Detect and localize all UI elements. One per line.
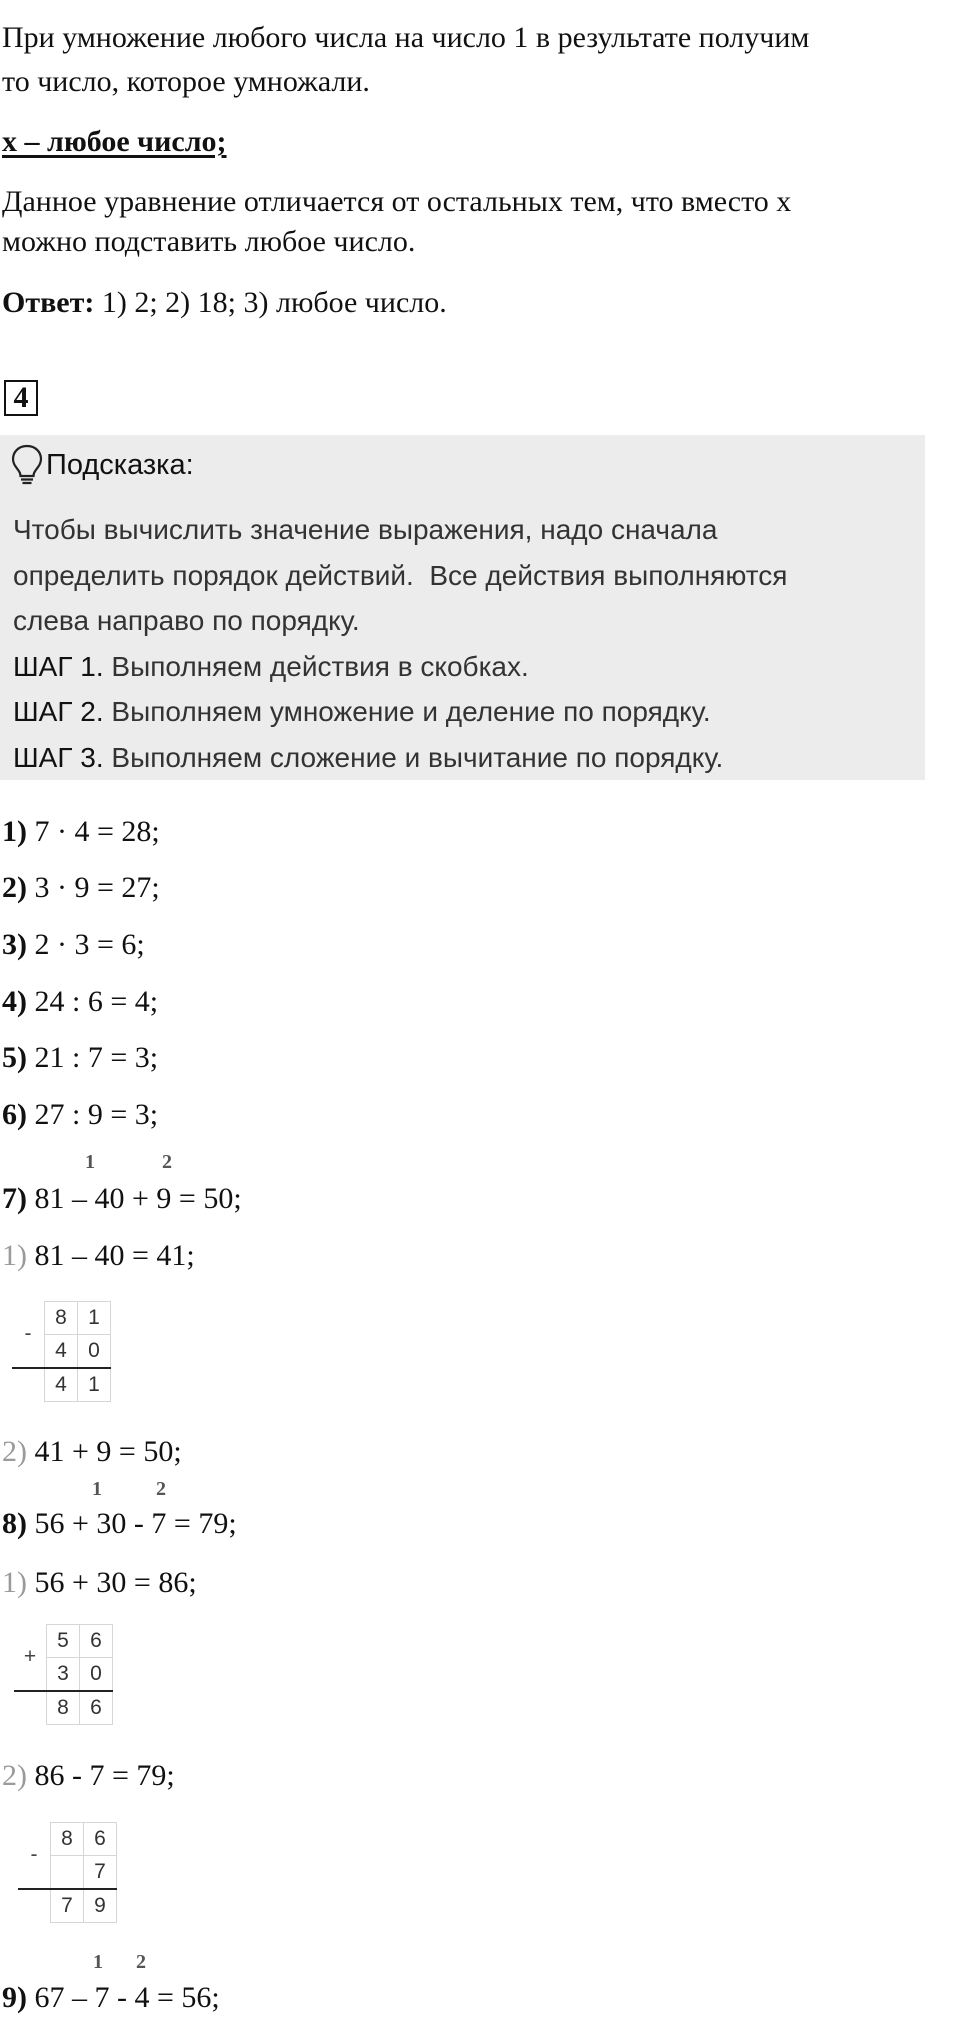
hint-step-2 [13,689,913,735]
step-label: ШАГ 3. [13,741,104,773]
column-operator-spacer [12,1368,45,1402]
lightbulb-icon [10,443,44,485]
column-digit: 8 [51,1823,84,1856]
step-label: ШАГ 1. [13,650,104,682]
substep-8-2 [2,1756,175,1796]
item-number: 9) [2,1981,27,2014]
substep-number: 1) [2,1566,27,1599]
order-mark-1: 1 [92,1478,102,1500]
column-digit: 8 [47,1691,80,1725]
answer-label: Ответ: [2,286,95,319]
hint-text-line-3: слева направо по порядку. [13,605,360,636]
step-text: Выполняем действия в скобках. [103,650,529,682]
column-digit: 6 [80,1625,113,1658]
substep-number: 2) [2,1435,27,1468]
answer-line [2,283,447,323]
column-calculation-7-1 [12,1301,111,1402]
hint-title: Подсказка: [46,449,194,481]
hint-body [13,507,913,780]
item-expression: 21 : 7 = 3; [27,1041,159,1074]
column-digit: 9 [84,1889,117,1923]
intro-paragraph-line-2: то число, которое умножали. [2,65,370,98]
solution-line-7 [2,1179,242,1219]
step-text: Выполняем умножение и деление по порядку. [103,696,711,727]
item-number: 8) [2,1507,27,1540]
column-operator: - [12,1302,45,1369]
description-line-1: Данное уравнение отличается от остальных тем, что вместо х [2,185,792,218]
step-label: ШАГ 2. [13,696,104,727]
item-expression: 7 · 4 = 28; [27,815,160,848]
hint-text-line-1: Чтобы вычислить значение выражения, надо сначала [13,514,718,545]
solution-line-5 [2,1038,158,1078]
item-expression: 56 + 30 - 7 = 79; [27,1507,237,1540]
column-calculation-8-2 [18,1822,117,1923]
column-digit: 4 [45,1335,78,1369]
substep-expression: 81 – 40 = 41; [27,1239,195,1272]
item-number: 2) [2,871,27,904]
item-expression: 27 : 9 = 3; [27,1098,159,1131]
item-number: 1) [2,815,27,848]
item-number: 5) [2,1041,27,1074]
column-digit: 1 [78,1368,111,1402]
intro-paragraph-line-1: При умножение любого числа на число 1 в результате получим [2,21,810,54]
item-number: 3) [2,928,27,961]
column-digit: 1 [78,1302,111,1335]
solution-line-1 [2,812,160,852]
column-digit: 4 [45,1368,78,1402]
solution-line-3 [2,925,145,965]
column-digit: 5 [47,1625,80,1658]
task-number-box: 4 [4,380,38,416]
description-line-2: можно подставить любое число. [2,225,416,258]
hint-step-1 [13,644,913,690]
step-text: Выполняем сложение и вычитание по порядку. [103,741,724,773]
column-digit: 6 [84,1823,117,1856]
substep-number: 2) [2,1759,27,1792]
substep-7-1 [2,1236,195,1276]
order-mark-2: 2 [156,1478,166,1500]
item-expression: 3 · 9 = 27; [27,871,160,904]
item-expression: 67 – 7 - 4 = 56; [27,1981,220,2014]
solution-line-9 [2,1978,220,2018]
hint-step-3 [13,735,913,781]
column-operator-spacer [18,1889,51,1923]
section-heading: х – любое число; [2,125,227,158]
hint-box [0,435,925,780]
column-digit: 6 [80,1691,113,1725]
solution-line-2 [2,868,160,908]
column-operator-spacer [14,1691,47,1725]
item-expression: 81 – 40 + 9 = 50; [27,1182,242,1215]
item-expression: 24 : 6 = 4; [27,985,159,1018]
column-operator: + [14,1625,47,1692]
solution-line-8 [2,1504,237,1544]
answer-text: 1) 2; 2) 18; 3) любое число. [94,286,447,319]
column-digit: 0 [80,1658,113,1692]
item-number: 6) [2,1098,27,1131]
order-mark-1: 1 [93,1951,103,1973]
substep-7-2 [2,1432,182,1472]
column-operator: - [18,1823,51,1890]
column-digit [51,1856,84,1890]
item-number: 4) [2,985,27,1018]
column-digit: 7 [51,1889,84,1923]
column-digit: 7 [84,1856,117,1890]
solution-line-6 [2,1095,158,1135]
substep-expression: 86 - 7 = 79; [27,1759,175,1792]
solution-line-4 [2,982,158,1022]
column-digit: 3 [47,1658,80,1692]
order-mark-2: 2 [162,1151,172,1173]
substep-number: 1) [2,1239,27,1272]
hint-text-line-2: определить порядок действий. Все действия выполняются [13,559,788,591]
item-number: 7) [2,1182,27,1215]
order-mark-2: 2 [136,1951,146,1973]
column-digit: 0 [78,1335,111,1369]
item-expression: 2 · 3 = 6; [27,928,145,961]
column-calculation-8-1 [14,1624,113,1725]
substep-8-1 [2,1563,197,1603]
substep-expression: 56 + 30 = 86; [27,1566,197,1599]
order-mark-1: 1 [85,1151,95,1173]
column-digit: 8 [45,1302,78,1335]
substep-expression: 41 + 9 = 50; [27,1435,182,1468]
